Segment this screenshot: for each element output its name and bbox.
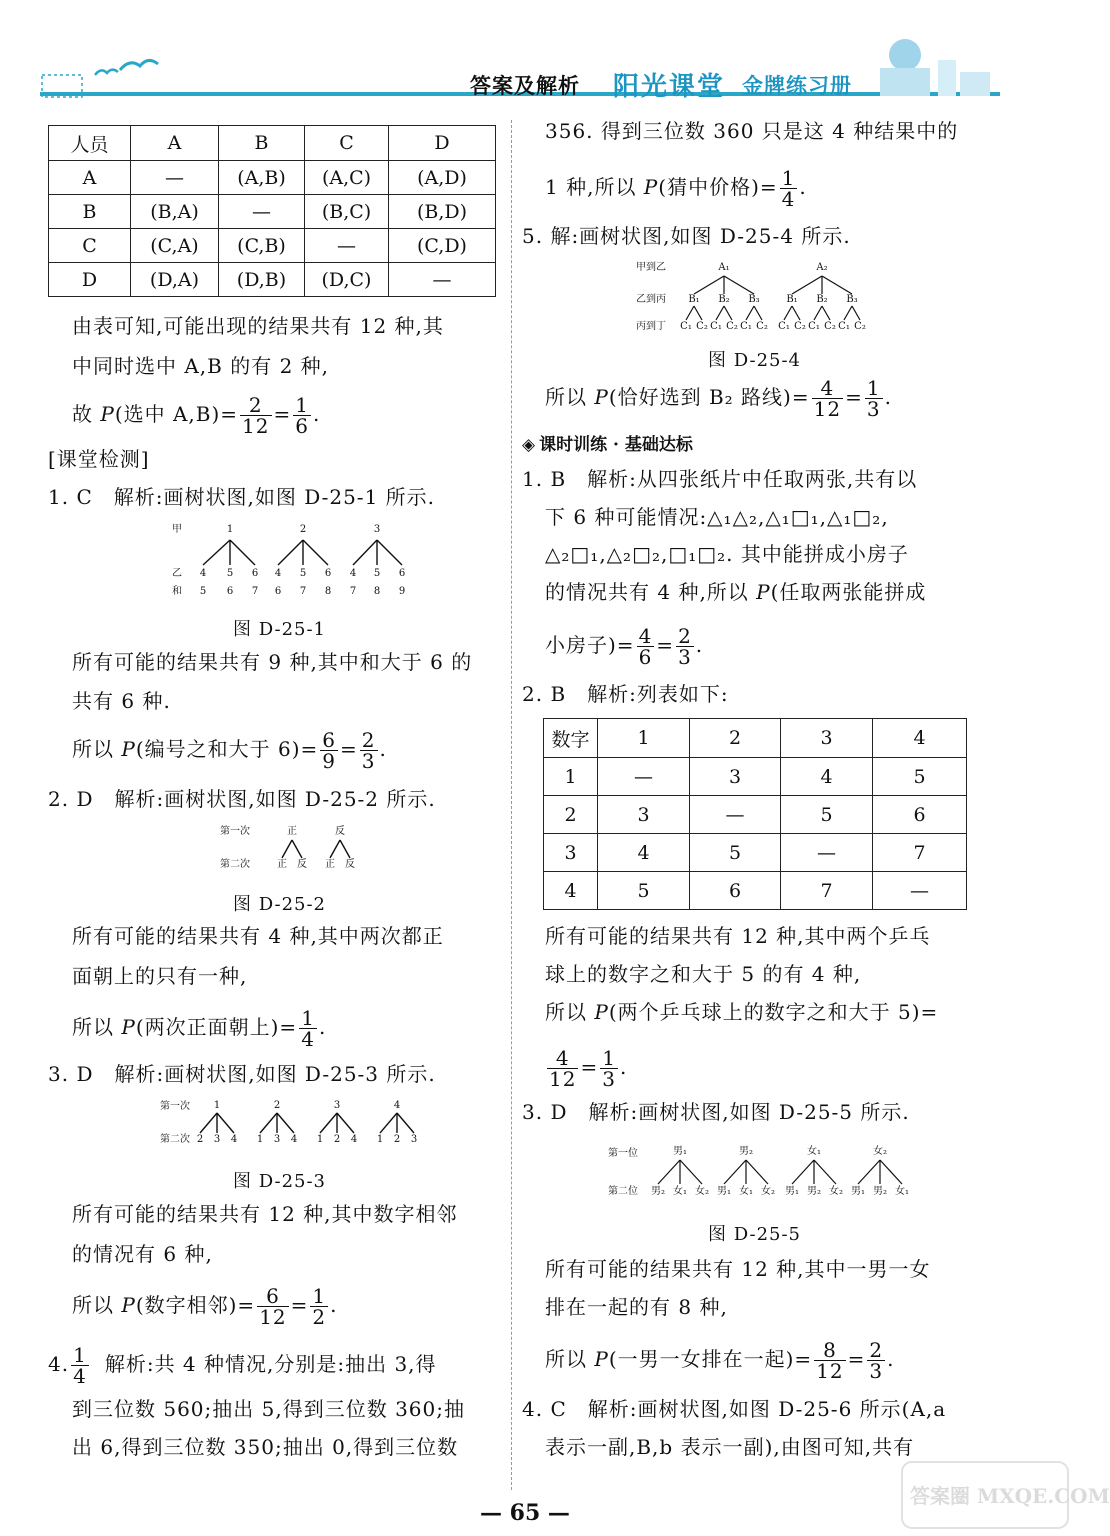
figure-caption: 图 D-25-4 [708, 350, 802, 371]
table-cell: (A,B) [219, 161, 305, 195]
table-cell: (C,B) [219, 229, 305, 263]
tree-node: A₂ [816, 262, 828, 273]
tree-node: 2 [299, 524, 307, 535]
table-cell: (D,B) [219, 263, 305, 297]
table-cell: (B,A) [131, 195, 219, 229]
question-5: 5. 解:画树状图,如图 D-25-4 所示. [522, 224, 851, 248]
seagull-decoration-icon [30, 45, 160, 105]
table-cell: — [781, 834, 873, 872]
question-b2: 2. B 解析:列表如下: [522, 682, 729, 706]
table-header-cell: 1 [598, 719, 690, 758]
text-line: 共有 6 种. [72, 689, 171, 713]
table-row [544, 872, 967, 910]
text: . [887, 1347, 895, 1371]
text: 的情况共有 4 种,所以 [545, 580, 757, 604]
table-cell: 3 [690, 758, 781, 796]
fraction: $\frac{1}{2}$ [312, 1284, 327, 1329]
answer-line [72, 730, 387, 771]
prob-symbol: P [643, 175, 659, 199]
text-line: 由表可知,可能出现的结果共有 12 种,其 [72, 314, 444, 338]
table-cell: (B,D) [389, 195, 496, 229]
tree-diagram-1 [170, 520, 420, 600]
table-header-cell: 4 [873, 719, 967, 758]
row-label: 甲 [172, 524, 182, 535]
tree-diagram-5 [608, 1140, 918, 1204]
tree-node: 4 [349, 568, 357, 579]
prob-symbol: P [594, 385, 609, 409]
tree-node: 反 [297, 859, 307, 870]
text: = [847, 1347, 866, 1371]
tree-node: C₁ [808, 321, 820, 332]
watermark [900, 1460, 1110, 1530]
tree-node: 3 [333, 1100, 341, 1111]
tree-node: 2 [273, 1100, 281, 1111]
tree-node: 4 [230, 1134, 238, 1145]
table-cell: (A,C) [305, 161, 389, 195]
table-header-cell: D [389, 126, 496, 161]
fraction: $\frac{2}{3}$ [361, 728, 376, 773]
diamond-icon: ◈ [522, 435, 536, 455]
text-line: 的情况有 6 种, [72, 1242, 213, 1266]
text: (选中 A,B)= [114, 402, 239, 426]
prob-symbol: P [121, 1015, 136, 1039]
tree-node: 正 [287, 826, 297, 837]
table-cell: 5 [598, 872, 690, 910]
tree-node: 男₂ [806, 1186, 822, 1197]
tree-sum: 5 [199, 586, 207, 597]
tree-node: 反 [335, 826, 345, 837]
tree-node: 男₁ [850, 1186, 866, 1197]
table-header-cell: 人员 [49, 126, 131, 161]
question-b3: 3. D 解析:画树状图,如图 D-25-5 所示. [522, 1100, 910, 1124]
table-cell: 4 [544, 872, 598, 910]
text-line: 所有可能的结果共有 12 种,其中两个乒乓 [545, 924, 931, 948]
answer-line [545, 1048, 627, 1089]
table-cell: 6 [690, 872, 781, 910]
header-label: 答案及解析 [470, 73, 580, 98]
row-label: 和 [172, 586, 182, 597]
tree-sum: 8 [324, 586, 332, 597]
tree-node: 1 [213, 1100, 221, 1111]
prob-symbol: P [121, 1293, 136, 1317]
sum-table [543, 718, 967, 910]
prob-symbol: P [121, 737, 136, 761]
text: (编号之和大于 6)= [135, 737, 319, 761]
text: 所以 [72, 1015, 122, 1039]
row-label: 甲到乙 [636, 262, 666, 273]
text: 4. [48, 1352, 70, 1376]
table-cell: — [389, 263, 496, 297]
prob-symbol: P [594, 1000, 609, 1024]
tree-node: 5 [299, 568, 307, 579]
row-label: 乙到丙 [636, 294, 666, 305]
tree-node: B₂ [816, 294, 828, 305]
prob-symbol: P [100, 402, 115, 426]
table-header-cell: B [219, 126, 305, 161]
text: 1 种,所以 [545, 175, 644, 199]
answer-line [545, 998, 938, 1026]
text: (数字相邻)= [135, 1293, 256, 1317]
table-cell: 4 [598, 834, 690, 872]
tree-node: B₁ [786, 294, 798, 305]
tree-sum: 9 [398, 586, 406, 597]
tree-node: 1 [256, 1134, 264, 1145]
answer-line [545, 626, 703, 667]
figure-caption: 图 D-25-3 [233, 1171, 327, 1192]
tree-node: 女₂ [828, 1186, 844, 1197]
text: 所以 [72, 737, 122, 761]
tree-diagram-3 [160, 1097, 430, 1147]
tree-sum: 7 [299, 586, 307, 597]
table-cell: 5 [873, 758, 967, 796]
tree-node: C₂ [756, 321, 768, 332]
tree-node: C₁ [710, 321, 722, 332]
question-4 [48, 1345, 437, 1386]
answer-line [545, 378, 892, 419]
fraction: $\frac{4}{6}$ [638, 624, 653, 669]
fraction: $\frac{8}{12}$ [816, 1338, 844, 1383]
question-1: 1. C 解析:画树状图,如图 D-25-1 所示. [48, 485, 436, 509]
tree-node: C₂ [824, 321, 836, 332]
tree-node: 女₂ [872, 1146, 888, 1157]
text: 小房子)= [545, 633, 635, 657]
answer-line [545, 168, 807, 209]
table-cell: — [690, 796, 781, 834]
table-row [49, 161, 496, 195]
fraction: $\frac{1}{4}$ [781, 166, 796, 211]
table-row [49, 263, 496, 297]
text: (一男一女排在一起)= [608, 1347, 813, 1371]
table-cell: — [873, 872, 967, 910]
tree-node: 2 [196, 1134, 204, 1145]
text-line: 中同时选中 A,B 的有 2 种, [72, 354, 330, 378]
text: . [379, 737, 387, 761]
tree-node: 3 [213, 1134, 221, 1145]
text: = [845, 385, 863, 409]
text-line: 出 6,得到三位数 350;抽出 0,得到三位数 [72, 1435, 459, 1459]
text: = [656, 633, 675, 657]
tree-node: C₂ [696, 321, 708, 332]
text-line: 所有可能的结果共有 4 种,其中两次都正 [72, 924, 444, 948]
table-row [49, 229, 496, 263]
table-header-cell: C [305, 126, 389, 161]
text-line: 356. 得到三位数 360 只是这 4 种结果中的 [545, 119, 959, 143]
table-cell: (A,D) [389, 161, 496, 195]
table-header-cell: A [131, 126, 219, 161]
tree-sum: 7 [251, 586, 259, 597]
tree-node: 1 [376, 1134, 384, 1145]
fraction: $\frac{1}{4}$ [301, 1006, 315, 1051]
tree-node: 男₂ [738, 1146, 754, 1157]
tree-node: 1 [316, 1134, 324, 1145]
text: 所以 [72, 1293, 122, 1317]
prob-symbol: P [594, 1347, 609, 1371]
tree-node: C₁ [778, 321, 790, 332]
tree-node: 4 [274, 568, 282, 579]
tree-node: 1 [226, 524, 234, 535]
text: (任取两张能拼成 [770, 580, 927, 604]
text-line: 1. B 解析:从四张纸片中任取两张,共有以 [522, 467, 918, 491]
text-line: 所有可能的结果共有 12 种,其中数字相邻 [72, 1202, 458, 1226]
tree-sum: 8 [373, 586, 381, 597]
text-line: 所有可能的结果共有 12 种,其中一男一女 [545, 1257, 931, 1281]
table-cell: — [131, 161, 219, 195]
table-row [544, 796, 967, 834]
row-label: 第一次 [220, 826, 250, 837]
text-line: 下 6 种可能情况:△₁△₂,△₁□₁,△₁□₂, [545, 505, 889, 529]
tree-node: 女₁ [806, 1146, 822, 1157]
text: (两个乒乓球上的数字之和大于 5)= [608, 1000, 939, 1024]
fraction: $\frac{2}{3}$ [869, 1338, 884, 1383]
answer-line [545, 578, 926, 606]
question-3: 3. D 解析:画树状图,如图 D-25-3 所示. [48, 1062, 436, 1086]
row-label: 第二次 [160, 1134, 190, 1145]
table-cell: 4 [781, 758, 873, 796]
table-header-cell: 3 [781, 719, 873, 758]
text: . [330, 1293, 338, 1317]
text: (恰好选到 B₂ 路线)= [608, 385, 810, 409]
text: (两次正面朝上)= [135, 1015, 298, 1039]
text: 所以 [545, 385, 595, 409]
table-cell: D [49, 263, 131, 297]
figure-caption: 图 D-25-5 [708, 1224, 802, 1245]
tree-node: A₁ [718, 262, 730, 273]
table-cell: (D,A) [131, 263, 219, 297]
answer-line [545, 1340, 895, 1381]
table-cell: (C,D) [389, 229, 496, 263]
tree-node: 反 [345, 859, 355, 870]
tree-lines [170, 520, 420, 600]
tree-node: 女₁ [894, 1186, 910, 1197]
tree-node: 6 [324, 568, 332, 579]
text: 所以 [545, 1000, 595, 1024]
text: . [799, 175, 807, 199]
question-2: 2. D 解析:画树状图,如图 D-25-2 所示. [48, 787, 436, 811]
text: (猜中价格)= [658, 175, 778, 199]
fraction: $\frac{4}{12}$ [549, 1046, 577, 1091]
table-cell: (B,C) [305, 195, 389, 229]
tree-node: C₁ [838, 321, 850, 332]
text-line: 到三位数 560;抽出 5,得到三位数 360;抽 [72, 1397, 465, 1421]
header [0, 0, 1078, 110]
table-header-cell: 2 [690, 719, 781, 758]
table-cell: 3 [544, 834, 598, 872]
tree-node: 正 [325, 859, 335, 870]
text-line: △₂□₁,△₂□₂,□₁□₂. 其中能拼成小房子 [545, 542, 909, 566]
table-cell: — [305, 229, 389, 263]
table-cell: 7 [873, 834, 967, 872]
tree-diagram-2 [220, 822, 370, 872]
table-cell: A [49, 161, 131, 195]
tree-node: 5 [373, 568, 381, 579]
tree-node: 男₂ [872, 1186, 888, 1197]
tree-node: C₂ [794, 321, 806, 332]
tree-diagram-4 [636, 256, 886, 336]
tree-node: B₃ [846, 294, 858, 305]
table-cell: (D,C) [305, 263, 389, 297]
table-cell: (C,A) [131, 229, 219, 263]
tree-node: 女₁ [672, 1186, 688, 1197]
tree-node: 男₁ [716, 1186, 732, 1197]
tree-node: 4 [290, 1134, 298, 1145]
tree-node: 男₁ [784, 1186, 800, 1197]
tree-node: 正 [277, 859, 287, 870]
building-decoration-icon [860, 30, 1020, 100]
tree-node: B₂ [718, 294, 730, 305]
fraction: $\frac{6}{9}$ [322, 728, 337, 773]
tree-node: C₂ [726, 321, 738, 332]
tree-node: C₂ [854, 321, 866, 332]
tree-node: 2 [333, 1134, 341, 1145]
text: . [313, 402, 321, 426]
tree-sum: 7 [349, 586, 357, 597]
tree-node: 4 [350, 1134, 358, 1145]
tree-node: C₁ [680, 321, 692, 332]
tree-node: 3 [273, 1134, 281, 1145]
table-row [49, 195, 496, 229]
tree-node: 男₁ [672, 1146, 688, 1157]
text: . [884, 385, 892, 409]
table-cell: — [219, 195, 305, 229]
question-b4: 4. C 解析:画树状图,如图 D-25-6 所示(A,a [522, 1397, 947, 1421]
row-label: 第一位 [608, 1148, 638, 1159]
tree-sum: 6 [274, 586, 282, 597]
tree-node: C₁ [740, 321, 752, 332]
table-cell: 6 [873, 796, 967, 834]
row-label: 第二次 [220, 859, 250, 870]
text-line: 球上的数字之和大于 5 的有 4 种, [545, 962, 862, 986]
row-label: 乙 [172, 568, 182, 579]
text: = [340, 737, 358, 761]
table-cell: B [49, 195, 131, 229]
text: = [290, 1293, 309, 1317]
watermark-text: 答案圈 MXQE.COM [910, 1484, 1110, 1508]
tree-node: 5 [226, 568, 234, 579]
answer-line [72, 395, 320, 436]
table-cell: — [598, 758, 690, 796]
text-line: 排在一起的有 8 种, [545, 1295, 728, 1319]
table-cell: C [49, 229, 131, 263]
fraction: $\frac{1}{3}$ [866, 376, 881, 421]
tree-node: 4 [199, 568, 207, 579]
tree-node: 3 [410, 1134, 418, 1145]
section-heading [522, 430, 693, 455]
text-line: 表示一副,B,b 表示一副),由图可知,共有 [545, 1435, 915, 1459]
fraction: $\frac{2}{12}$ [242, 393, 270, 438]
text: . [619, 1055, 628, 1079]
text: 所以 [545, 1347, 595, 1371]
table-row [544, 758, 967, 796]
tree-node: 6 [398, 568, 406, 579]
text: . [318, 1015, 327, 1039]
answer-line [72, 1008, 326, 1049]
tree-node: 女₂ [760, 1186, 776, 1197]
answer-line [72, 1286, 338, 1327]
text: 课时训练 · 基础达标 [539, 435, 693, 455]
row-label: 第一次 [160, 1101, 190, 1112]
tree-node: 6 [251, 568, 259, 579]
table-cell: 1 [544, 758, 598, 796]
section-title: [课堂检测] [48, 447, 150, 471]
text: 故 [72, 402, 101, 426]
text: = [273, 402, 292, 426]
figure-caption: 图 D-25-2 [233, 894, 327, 915]
text: 解析:共 4 种情况,分别是:抽出 3,得 [104, 1352, 437, 1376]
text-line: 所有可能的结果共有 9 种,其中和大于 6 的 [72, 650, 473, 674]
tree-node: 男₂ [650, 1186, 666, 1197]
fraction: $\frac{1}{4}$ [73, 1343, 87, 1388]
text-line: 面朝上的只有一种, [72, 964, 248, 988]
fraction: $\frac{6}{12}$ [259, 1284, 287, 1329]
tree-node: B₃ [748, 294, 760, 305]
page-number: — 65 — [480, 1500, 570, 1526]
tree-sum: 6 [226, 586, 234, 597]
row-label: 第二位 [608, 1186, 638, 1197]
selection-table [48, 125, 496, 297]
header-sub: 金牌练习册 [742, 73, 852, 98]
table-cell: 7 [781, 872, 873, 910]
figure-caption: 图 D-25-1 [233, 619, 327, 640]
header-brand: 阳光课堂 [613, 72, 726, 102]
fraction: $\frac{1}{3}$ [602, 1046, 616, 1091]
fraction: $\frac{1}{6}$ [295, 393, 309, 438]
table-cell: 3 [598, 796, 690, 834]
tree-node: 3 [373, 524, 381, 535]
table-header-cell: 数字 [544, 719, 598, 758]
fraction: $\frac{2}{3}$ [678, 624, 692, 669]
tree-node: 女₂ [694, 1186, 710, 1197]
tree-node: 女₁ [738, 1186, 754, 1197]
table-row [544, 834, 967, 872]
text: . [695, 633, 704, 657]
tree-node: 4 [393, 1100, 401, 1111]
text: = [580, 1055, 599, 1079]
column-divider [511, 120, 512, 1490]
table-cell: 5 [690, 834, 781, 872]
prob-symbol: P [756, 580, 771, 604]
fraction: $\frac{4}{12}$ [813, 376, 842, 421]
row-label: 丙到丁 [636, 321, 666, 332]
tree-node: B₁ [688, 294, 700, 305]
table-cell: 5 [781, 796, 873, 834]
table-cell: 2 [544, 796, 598, 834]
tree-node: 2 [393, 1134, 401, 1145]
